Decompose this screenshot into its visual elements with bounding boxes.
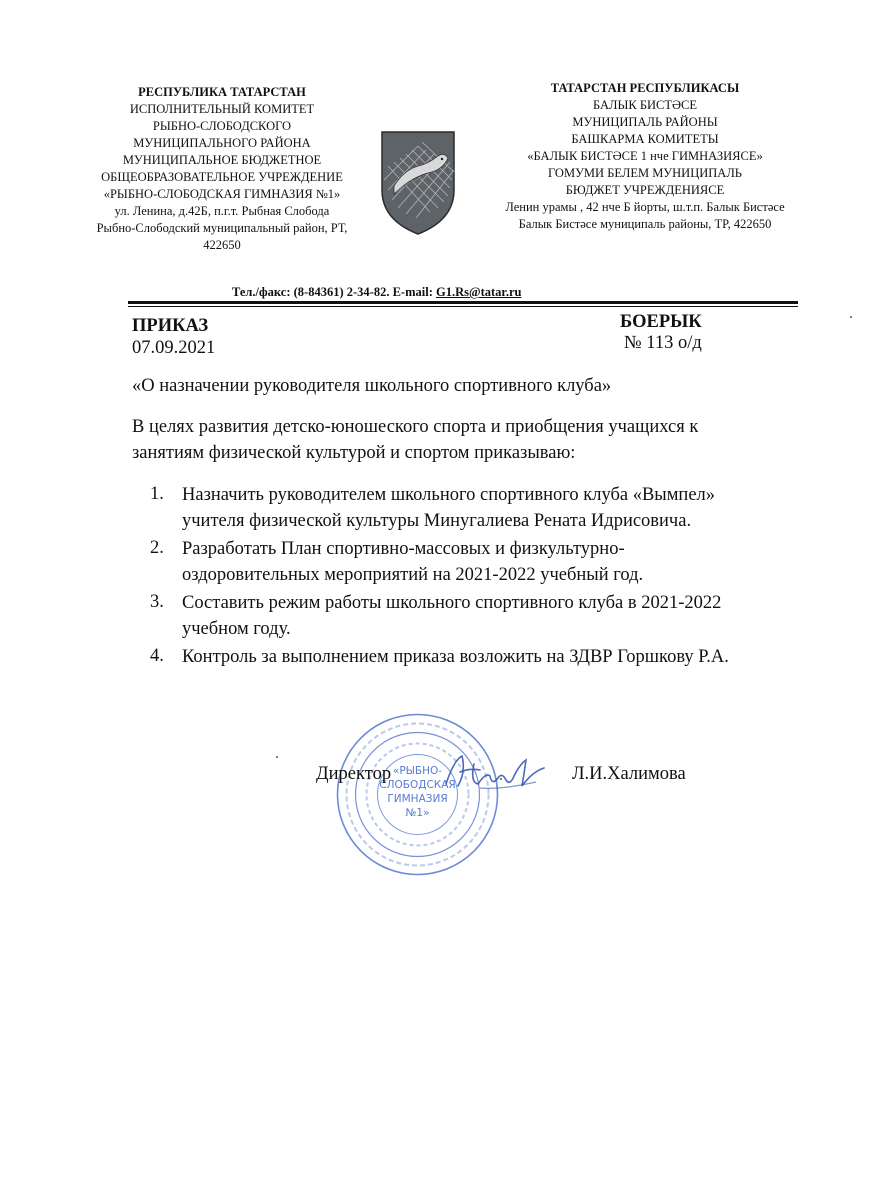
- item-text-line: учителя физической культуры Минугалиева Рената Идрисовича.: [182, 511, 692, 531]
- header-right-block: [480, 80, 810, 233]
- intro-line: занятиям физической культурой и спортом приказываю:: [132, 443, 576, 463]
- stamp-center-line: №1»: [405, 807, 430, 819]
- order-date: 07.09.2021: [132, 338, 216, 358]
- scan-speck: [276, 756, 278, 758]
- header-left-line: ИСПОЛНИТЕЛЬНЫЙ КОМИТЕТ: [129, 102, 315, 116]
- order-label-tt: БОЕРЫК: [620, 312, 702, 332]
- header-right-line: «БАЛЫК БИСТӘСЕ 1 нче ГИМНАЗИЯСЕ»: [527, 149, 763, 163]
- director-title: Директор: [316, 764, 392, 784]
- header-left-line: РЕСПУБЛИКА ТАТАРСТАН: [138, 85, 306, 99]
- list-item: [150, 536, 810, 588]
- handwritten-signature: [440, 742, 550, 802]
- list-item: [150, 590, 810, 642]
- header-divider-thin: [128, 306, 798, 307]
- header-divider-thick: [128, 301, 798, 304]
- item-text-line: Составить режим работы школьного спортивного клуба в 2021-2022: [182, 593, 722, 613]
- order-number: № 113 о/д: [624, 333, 702, 353]
- header-right-line: ТАТАРСТАН РЕСПУБЛИКАСЫ: [550, 81, 740, 95]
- order-label-ru: ПРИКАЗ: [132, 316, 209, 336]
- director-name: Л.И.Халимова: [572, 764, 686, 784]
- header-right-line: БЮДЖЕТ УЧРЕЖДЕНИЯСЕ: [565, 183, 725, 197]
- item-text-line: Назначить руководителем школьного спортивного клуба «Вымпел»: [182, 485, 716, 505]
- intro-line: В целях развития детско-юношеского спорта и приобщения учащихся к: [132, 417, 699, 437]
- header-right-line: Балык Бистәсе муниципаль районы, ТР, 422650: [518, 217, 772, 231]
- order-items-list: [150, 482, 810, 672]
- stamp-center-line: «РЫБНО-: [392, 765, 443, 777]
- item-text-line: Разработать План спортивно-массовых и физкультурно-: [182, 539, 625, 559]
- header-right-line: Ленин урамы , 42 нче Б йорты, ш.т.п. Балык Бистәсе: [505, 200, 785, 214]
- header-right-line: БАЛЫК БИСТӘСЕ: [592, 98, 698, 112]
- item-number: 3.: [150, 592, 164, 612]
- order-subject: «О назначении руководителя школьного спортивного клуба»: [132, 376, 612, 396]
- item-text-line: учебном году.: [182, 619, 291, 639]
- header-left-line: «РЫБНО-СЛОБОДСКАЯ ГИМНАЗИЯ №1»: [103, 187, 341, 201]
- order-intro: [132, 414, 772, 466]
- header-left-line: ОБЩЕОБРАЗОВАТЕЛЬНОЕ УЧРЕЖДЕНИЕ: [101, 170, 343, 184]
- signature-icon: [440, 742, 550, 802]
- scan-speck: [850, 316, 852, 318]
- emblem-icon: [378, 128, 458, 238]
- coat-of-arms-emblem: [378, 128, 458, 238]
- item-text-line: Контроль за выполнением приказа возложить на ЗДВР Горшкову Р.А.: [182, 647, 729, 667]
- header-left-line: ул. Ленина, д.42Б, п.г.т. Рыбная Слобода: [114, 204, 330, 218]
- item-number: 4.: [150, 646, 164, 666]
- header-right-line: ГОМУМИ БЕЛЕМ МУНИЦИПАЛЬ: [548, 166, 742, 180]
- contact-email-link[interactable]: G1.Rs@tatar.ru: [435, 285, 522, 299]
- header-left-line: Рыбно-Слободский муниципальный район, РТ,: [96, 221, 348, 235]
- header-left-line: МУНИЦИПАЛЬНОЕ БЮДЖЕТНОЕ: [122, 153, 322, 167]
- header-left-block: [72, 84, 372, 254]
- item-number: 2.: [150, 538, 164, 558]
- header-right-line: БАШКАРМА КОМИТЕТЫ: [571, 132, 719, 146]
- header-left-line: РЫБНО-СЛОБОДСКОГО: [152, 119, 292, 133]
- scan-speck: [500, 778, 502, 780]
- header-left-line: 422650: [203, 238, 241, 252]
- header-left-line: МУНИЦИПАЛЬНОГО РАЙОНА: [133, 136, 311, 150]
- item-number: 1.: [150, 484, 164, 504]
- item-text-line: оздоровительных мероприятий на 2021-2022 учебный год.: [182, 565, 644, 585]
- stamp-center-line: СЛОБОДСКАЯ: [379, 779, 456, 791]
- contact-phone: Тел./факс: (8-84361) 2-34-82. E-mail:: [232, 285, 436, 299]
- list-item: [150, 482, 810, 534]
- stamp-center-line: ГИМНАЗИЯ: [387, 793, 448, 805]
- header-right-line: МУНИЦИПАЛЬ РАЙОНЫ: [572, 115, 718, 129]
- contact-line: [232, 285, 521, 300]
- list-item: [150, 644, 810, 670]
